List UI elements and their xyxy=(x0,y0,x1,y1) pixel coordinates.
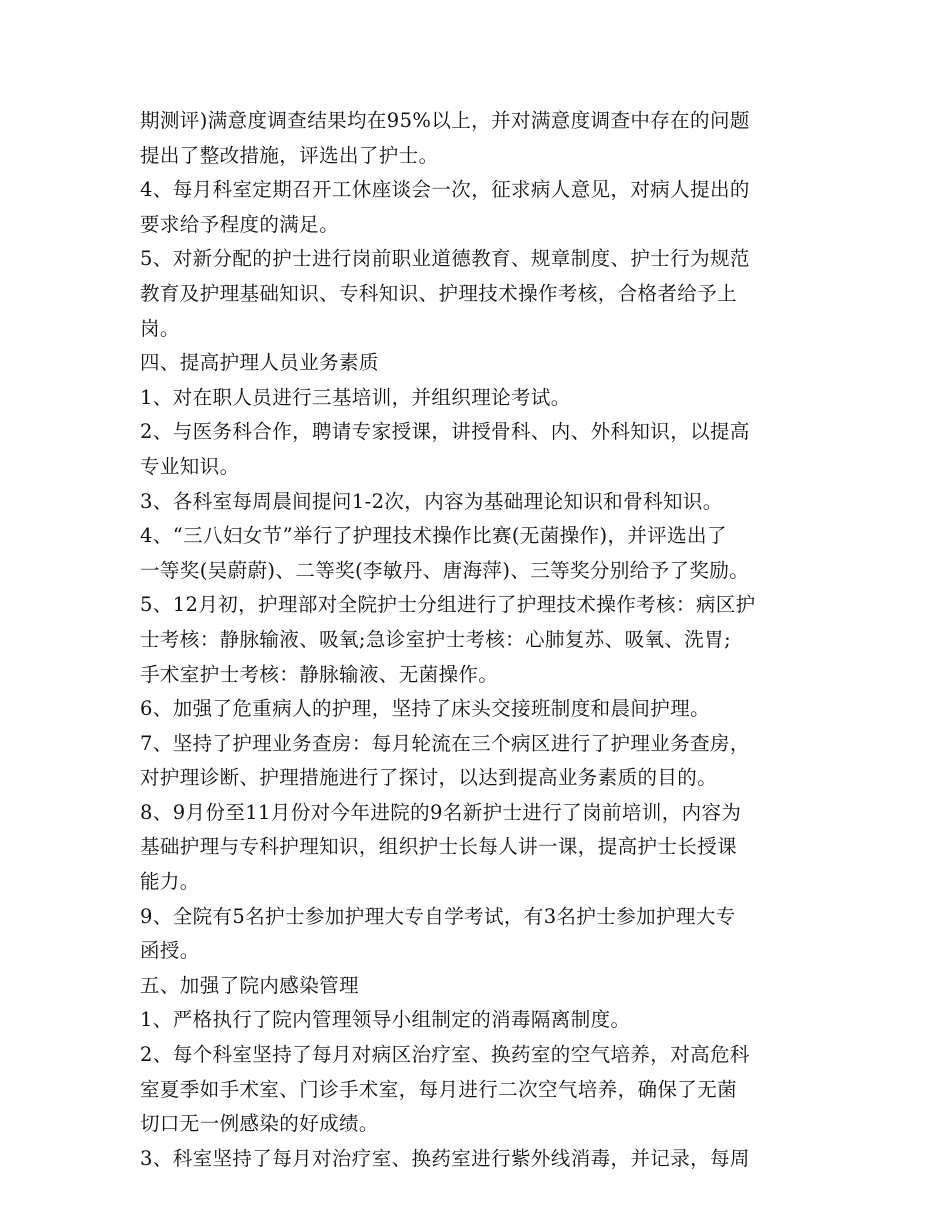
text-line: 6、加强了危重病人的护理，坚持了床头交接班制度和晨间护理。 xyxy=(140,697,711,721)
text-line: 教育及护理基础知识、专科知识、护理技术操作考核，合格者给予上 xyxy=(140,281,738,305)
section-heading: 四、提高护理人员业务素质 xyxy=(140,351,379,375)
text-line: 1、严格执行了院内管理领导小组制定的消毒隔离制度。 xyxy=(140,1008,631,1032)
text-line: 9、全院有5名护士参加护理大专自学考试，有3名护士参加护理大专 xyxy=(140,904,736,928)
text-line: 4、每月科室定期召开工休座谈会一次，征求病人意见，对病人提出的 xyxy=(140,178,750,202)
text-line: 对护理诊断、护理措施进行了探讨，以达到提高业务素质的目的。 xyxy=(140,766,718,790)
text-line: 一等奖(吴蔚蔚)、二等奖(李敏丹、唐海萍)、三等奖分别给予了奖励。 xyxy=(140,558,750,582)
text-line: 室夏季如手术室、门诊手术室，每月进行二次空气培养，确保了无菌 xyxy=(140,1077,738,1101)
text-line: 士考核：静脉输液、吸氧;急诊室护士考核：心肺复苏、吸氧、洗胃; xyxy=(140,627,732,651)
text-line: 手术室护士考核：静脉输液、无菌操作。 xyxy=(140,662,499,686)
text-line: 岗。 xyxy=(140,316,180,340)
document-body xyxy=(140,104,830,1176)
text-line: 5、12月初，护理部对全院护士分组进行了护理技术操作考核：病区护 xyxy=(140,593,756,617)
text-line: 1、对在职人员进行三基培训，并组织理论考试。 xyxy=(140,385,571,409)
text-line: 2、每个科室坚持了每月对病区治疗室、换药室的空气培养，对高危科 xyxy=(140,1043,750,1067)
text-line: 切口无一例感染的好成绩。 xyxy=(140,1112,379,1136)
text-line: 7、坚持了护理业务查房：每月轮流在三个病区进行了护理业务查房， xyxy=(140,731,750,755)
text-line: 能力。 xyxy=(140,870,200,894)
text-line: 函授。 xyxy=(140,939,200,963)
text-line: 基础护理与专科护理知识，组织护士长每人讲一课，提高护士长授课 xyxy=(140,835,738,859)
section-heading: 五、加强了院内感染管理 xyxy=(140,973,359,997)
text-line: 2、与医务科合作，聘请专家授课，讲授骨科、内、外科知识，以提高 xyxy=(140,420,750,444)
text-line: 要求给予程度的满足。 xyxy=(140,212,340,236)
text-line: 4、“三八妇女节”举行了护理技术操作比赛(无菌操作)，并评选出了 xyxy=(140,524,727,548)
text-line: 3、科室坚持了每月对治疗室、换药室进行紫外线消毒，并记录，每周 xyxy=(140,1146,750,1170)
text-line: 期测评)满意度调查结果均在95%以上，并对满意度调查中存在的问题 xyxy=(140,109,750,132)
text-line: 专业知识。 xyxy=(140,454,240,478)
text-line: 提出了整改措施，评选出了护士。 xyxy=(140,143,439,167)
text-line: 3、各科室每周晨间提问1-2次，内容为基础理论知识和骨科知识。 xyxy=(140,489,723,513)
text-line: 5、对新分配的护士进行岗前职业道德教育、规章制度、护士行为规范 xyxy=(140,247,750,271)
text-line: 8、9月份至11月份对今年进院的9名新护士进行了岗前培训，内容为 xyxy=(140,800,742,824)
